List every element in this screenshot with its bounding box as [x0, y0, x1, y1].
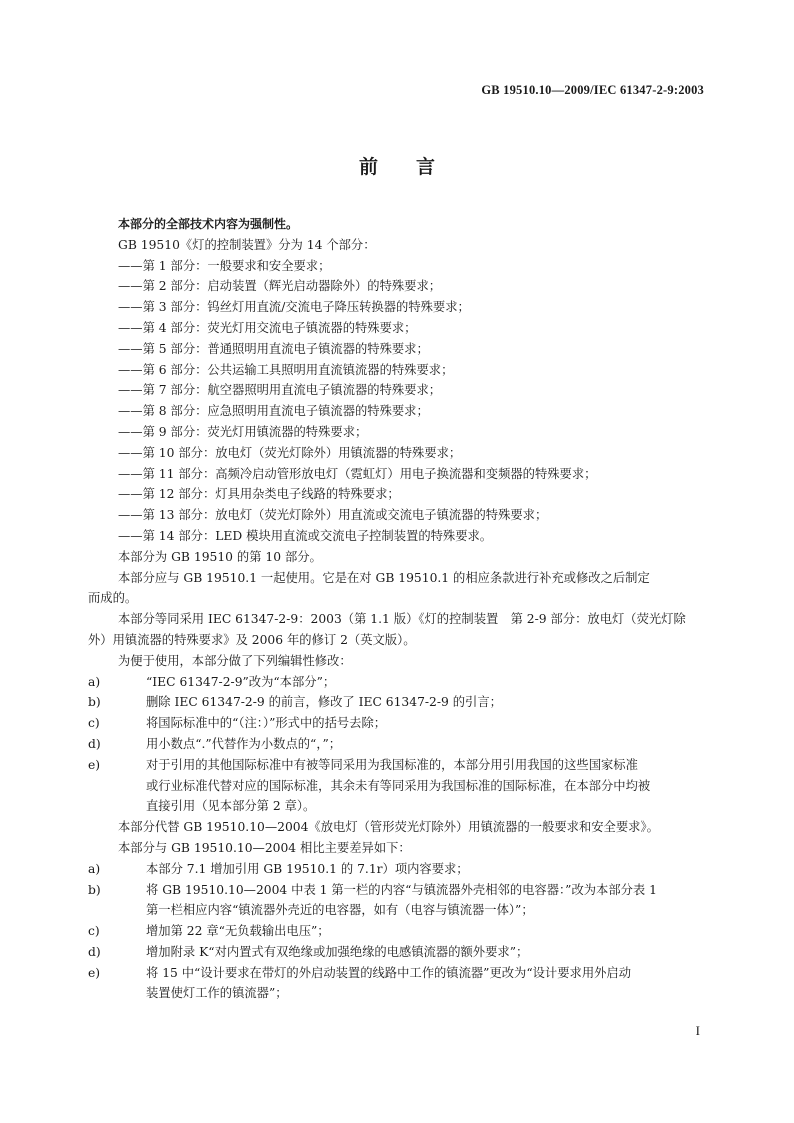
adoption-paragraph: 本部分等同采用 IEC 61347-2-9：2003（第 1.1 版）《灯的控制装置 第 2-9 部分：放电灯（荧光灯除 — [118, 612, 686, 627]
item-text: 增加附录 K“对内置式有双绝缘或加强绝缘的电感镇流器的额外要求”； — [146, 944, 529, 959]
list-item — [88, 692, 706, 713]
list-item — [88, 755, 706, 817]
item-marker: a) — [88, 861, 101, 876]
item-text-cont: 或行业标准代替对应的国际标准，其余未有等同采用为我国标准的国际标准，在本部分中均被 — [146, 778, 651, 793]
page-number: I — [695, 1023, 700, 1038]
item-marker: c) — [88, 924, 100, 939]
parts-intro: GB 19510《灯的控制装置》分为 14 个部分： — [118, 237, 376, 252]
list-item: ——第 5 部分：普通照明用直流电子镇流器的特殊要求； — [118, 341, 429, 356]
item-text-cont: 装置使灯工作的镇流器”； — [146, 986, 288, 1001]
list-item — [88, 859, 706, 880]
item-text: 增加第 22 章“无负载输出电压”； — [146, 924, 330, 939]
item-text: 本部分 7.1 增加引用 GB 19510.1 的 7.1r）项内容要求； — [146, 861, 469, 876]
differences-intro: 本部分与 GB 19510.10—2004 相比主要差异如下： — [118, 840, 411, 855]
item-text: 将国际标准中的“（注：）”形式中的括号去除； — [146, 716, 387, 731]
list-item: ——第 4 部分：荧光灯用交流电子镇流器的特殊要求； — [118, 320, 417, 335]
page-title: 前言 — [358, 156, 473, 178]
edits-intro: 为便于使用，本部分做了下列编辑性修改： — [118, 653, 352, 668]
item-marker: c) — [88, 716, 100, 731]
list-item — [88, 963, 706, 1005]
mandatory-statement: 本部分的全部技术内容为强制性。 — [118, 217, 299, 231]
list-item: ——第 3 部分：钨丝灯用直流/交流电子降压转换器的特殊要求； — [118, 300, 470, 315]
list-item: ——第 14 部分：LED 模块用直流或交流电子控制装置的特殊要求。 — [118, 528, 493, 543]
item-marker: b) — [88, 695, 101, 710]
item-text: 删除 IEC 61347-2-9 的前言，修改了 IEC 61347-2-9 的引言； — [146, 695, 502, 710]
list-item: ——第 8 部分：应急照明用直流电子镇流器的特殊要求； — [118, 404, 429, 419]
list-item — [88, 942, 706, 963]
differences-list — [88, 859, 706, 1005]
list-item: ——第 9 部分：荧光灯用镇流器的特殊要求； — [118, 424, 368, 439]
item-marker: a) — [88, 674, 101, 689]
item-marker: d) — [88, 944, 101, 959]
edits-list — [88, 672, 706, 818]
item-text: 将 15 中“设计要求在带灯的外启动装置的线路中工作的镇流器”更改为“设计要求用外启动 — [146, 965, 632, 980]
adoption-paragraph-cont: 外）用镇流器的特殊要求》及 2006 年的修订 2（英文版）。 — [88, 632, 416, 647]
parts-list — [118, 256, 706, 547]
part-of-statement: 本部分为 GB 19510 的第 10 部分。 — [118, 549, 322, 564]
item-text: 将 GB 19510.10—2004 中表 1 第一栏的内容“与镇流器外壳相邻的电容器：”改为本部分表 1 — [146, 882, 657, 897]
list-item: ——第 13 部分：放电灯（荧光灯除外）用直流或交流电子镇流器的特殊要求； — [118, 508, 548, 523]
item-marker: d) — [88, 736, 101, 751]
use-with-paragraph: 本部分应与 GB 19510.1 一起使用。它是在对 GB 19510.1 的相应条款进行补充或修改之后制定 — [118, 570, 650, 585]
list-item: ——第 12 部分：灯具用杂类电子线路的特殊要求； — [118, 487, 400, 502]
list-item: ——第 6 部分：公共运输工具照明用直流镇流器的特殊要求； — [118, 362, 454, 377]
list-item: ——第 11 部分：高频冷启动管形放电灯（霓虹灯）用电子换流器和变频器的特殊要求； — [118, 466, 597, 481]
list-item — [88, 921, 706, 942]
replaces-statement: 本部分代替 GB 19510.10—2004《放电灯（管形荧光灯除外）用镇流器的一般要求和安全要求》。 — [118, 820, 659, 835]
item-marker: e) — [88, 965, 101, 980]
list-item — [88, 734, 706, 755]
item-text: 用小数点“.”代替作为小数点的“，”； — [146, 736, 342, 751]
standard-number-header: GB 19510.10—2009/IEC 61347-2-9:2003 — [481, 83, 704, 97]
item-text: “IEC 61347-2-9”改为“本部分”； — [146, 674, 336, 689]
list-item — [88, 672, 706, 693]
use-with-paragraph-cont: 而成的。 — [88, 591, 138, 606]
list-item — [88, 713, 706, 734]
list-item: ——第 1 部分：一般要求和安全要求； — [118, 258, 331, 273]
item-text: 对于引用的其他国际标准中有被等同采用为我国标准的，本部分用引用我国的这些国家标准 — [146, 757, 638, 772]
list-item: ——第 10 部分：放电灯（荧光灯除外）用镇流器的特殊要求； — [118, 445, 462, 460]
item-marker: e) — [88, 757, 101, 772]
list-item: ——第 2 部分：启动装置（辉光启动器除外）的特殊要求； — [118, 279, 442, 294]
list-item: ——第 7 部分：航空器照明用直流电子镇流器的特殊要求； — [118, 383, 442, 398]
item-text-cont: 第一栏相应内容“镇流器外壳近的电容器，如有（电容与镇流器一体）”； — [146, 903, 534, 918]
item-marker: b) — [88, 882, 101, 897]
foreword-body — [88, 214, 706, 1004]
list-item — [88, 880, 706, 922]
item-text-cont: 直接引用（见本部分第 2 章）。 — [146, 799, 316, 814]
